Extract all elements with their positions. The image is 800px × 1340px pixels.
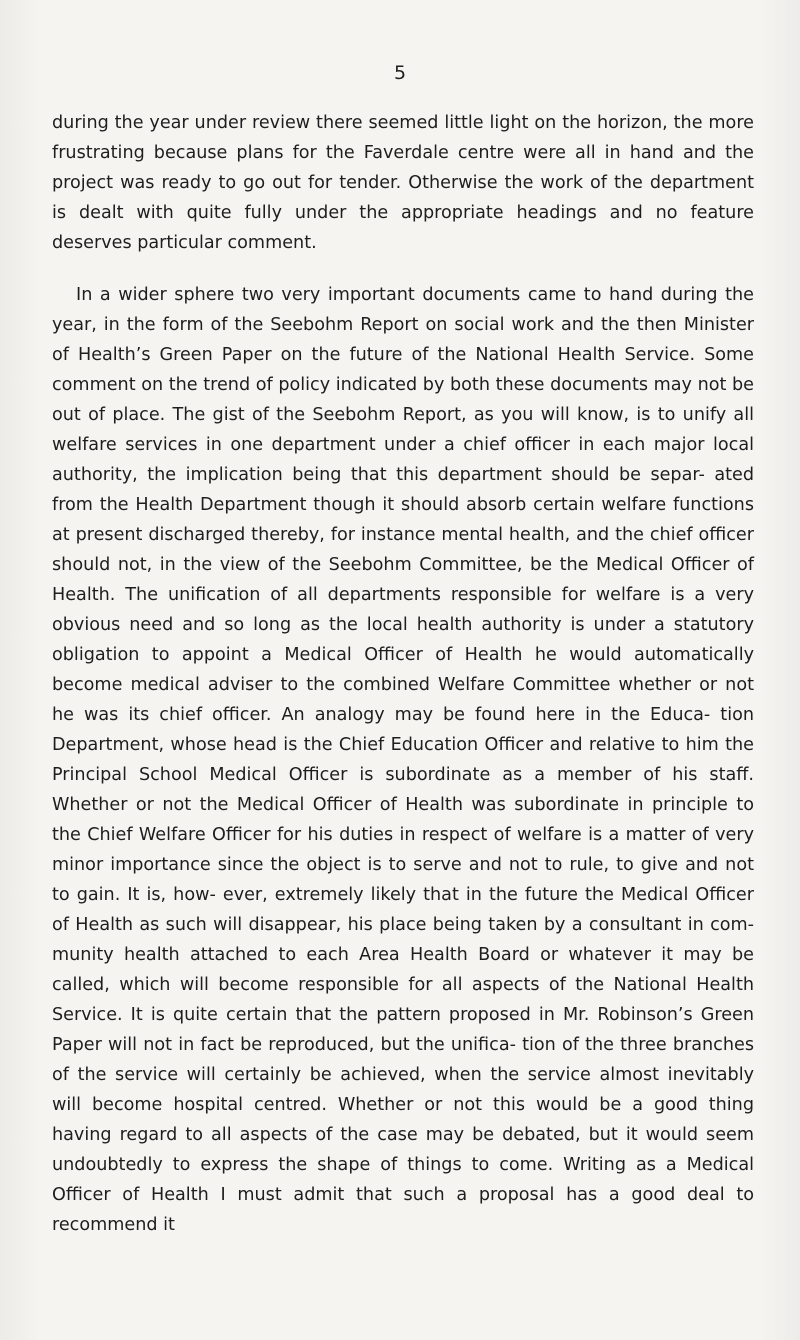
paragraph-seebohm-report: In a wider sphere two very important documents came to hand during the year, in the form of the Seebohm Report on social work and the then Minister of Health’s Green Paper on the future of the National Health Service. Some comment on the trend of policy indicated by both these documents may not be out of place. The gist of the Seebohm Report, as you will know, is to unify all welfare services in one department under a chief officer in each major local authority, the implication being that this department should be separ- ated from the Health Department though it should absorb certain welfare functions at present discharged thereby, for instance mental health, and the chief officer should not, in the view of the Seebohm Committee, be the Medical Officer of Health. The unification of all departments responsible for welfare is a very obvious need and so long as the local health authority is under a statutory obligation to appoint a Medical Officer of Health he would automatically become medical adviser to the combined Welfare Committee whether or not he was its chief officer. An analogy may be found here in the Educa- tion Department, whose head is the Chief Education Officer and relative to him the Principal School Medical Officer is subordinate as a member of his staff. Whether or not the Medical Officer of Health was subordinate in principle to the Chief Welfare Officer for his duties in respect of welfare is a matter of very minor importance since the object is to serve and not to rule, to give and not to gain. It is, how- ever, extremely likely that in the future the Medical Officer of Health as such will disappear, his place being taken by a consultant in com- munity health attached to each Area Health Board or whatever it may be called, which will become responsible for all aspects of the National Health Service. It is quite certain that the pattern proposed in Mr. Robinson’s Green Paper will not in fact be reproduced, but the unifica- tion of the three branches of the service will certainly be achieved, when the service almost inevitably will become hospital centred. Whether or not this would be a good thing having regard to all aspects of the case may be debated, but it would seem undoubtedly to express the shape of things to come. Writing as a Medical Officer of Health I must admit that such a proposal has a good deal to recommend it	[52, 285, 754, 1235]
paragraph-continuation: during the year under review there seemed little light on the horizon, the more frustrating because plans for the Faverdale centre were all in hand and the project was ready to go out for tender. Otherwise the work of the department is dealt with quite fully under the appropriate headings and no feature deserves particular comment.	[52, 113, 754, 253]
page-number: 5	[393, 62, 407, 84]
body-text	[52, 108, 754, 1240]
